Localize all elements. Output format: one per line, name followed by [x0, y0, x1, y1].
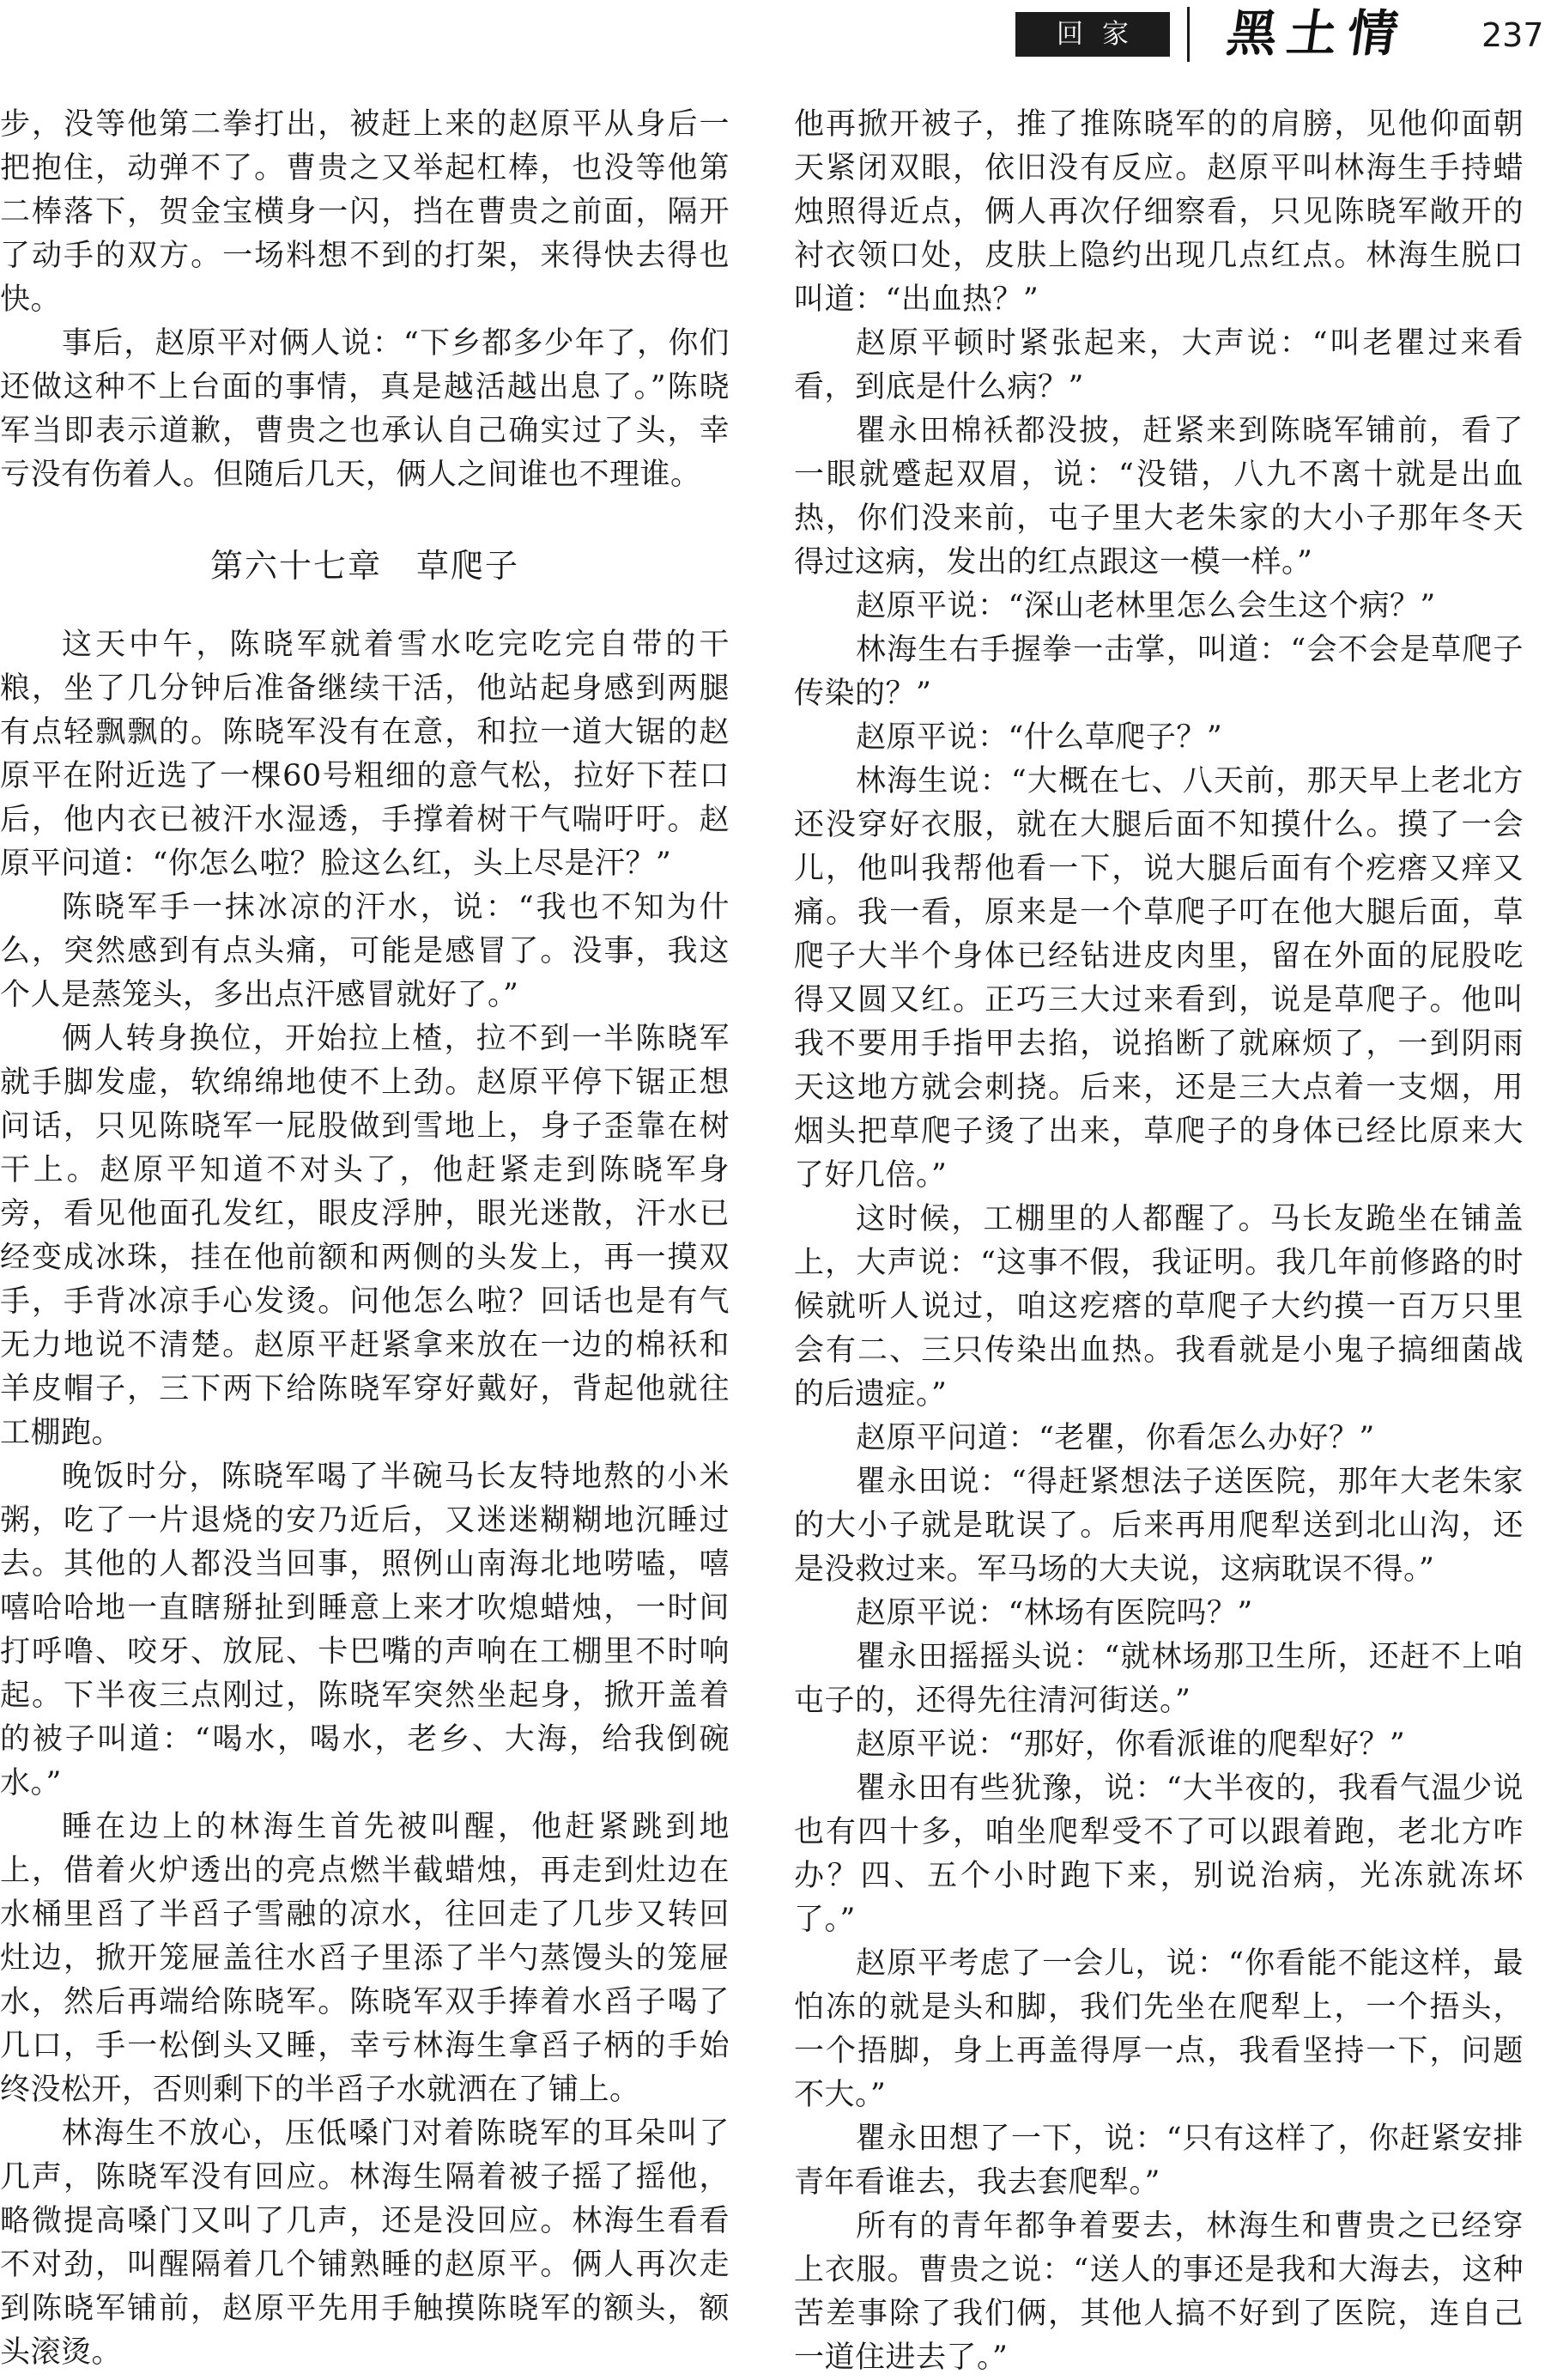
left-column — [0, 103, 730, 2370]
paragraph: 赵原平考虑了一会儿，说：“你看能不能这样，最怕冻的就是头和脚，我们先坐在爬犁上，一个捂头，一个捂脚，身上再盖得厚一点，我看坚持一下，问题不大。” — [794, 1946, 1524, 2112]
paragraph: 林海生说：“大概在七、八天前，那天早上老北方还没穿好衣服，就在大腿后面不知摸什么。摸了一会儿，他叫我帮他看一下，说大腿后面有个疙瘩又痒又痛。我一看，原来是一个草爬子叮在他大腿后面，草爬子大半个身体已经钻进皮肉里，留在外面的屁股吃得又圆又红。正巧三大过来看到，说是草爬子。他叫我不要用手指甲去掐，说掐断了就麻烦了，一到阴雨天这地方就会刺挠。后来，还是三大点着一支烟，用烟头把草爬子烫了出来，草爬子的身体已经比原来大了好几倍。” — [794, 764, 1524, 1193]
paragraph: 赵原平说：“林场有医院吗？” — [856, 1596, 1253, 1630]
paragraph: 赵原平说：“什么草爬子？” — [856, 720, 1223, 755]
paragraph: 他再掀开被子，推了推陈晓军的的肩膀，见他仰面朝天紧闭双眼，依旧没有反应。赵原平叫林海生手持蜡烛照得近点，俩人再次仔细察看，只见陈晓军敞开的衬衣领口处，皮肤上隐约出现几点红点。林海生脱口叫道：“出血热？” — [794, 107, 1524, 317]
paragraph: 所有的青年都争着要去，林海生和曹贵之已经穿上衣服。曹贵之说：“送人的事还是我和大海去，这种苦差事除了我们俩，其他人搞不好到了医院，连自己一道住进去了。” — [794, 2209, 1524, 2375]
paragraph: 赵原平顿时紧张起来，大声说：“叫老瞿过来看看，到底是什么病？” — [794, 326, 1524, 404]
page-number: 237 — [1481, 16, 1544, 54]
paragraph: 瞿永田说：“得赶紧想法子送医院，那年大老朱家的大小子就是耽误了。后来再用爬犁送到北山沟，还是没救过来。军马场的大夫说，这病耽误不得。” — [794, 1465, 1524, 1587]
right-column — [794, 103, 1524, 2375]
paragraph: 林海生右手握拳一击掌，叫道：“会不会是草爬子传染的？” — [794, 633, 1524, 711]
paragraph: 瞿永田摇摇头说：“就林场那卫生所，还赶不上咱屯子的，还得先往清河街送。” — [794, 1640, 1524, 1718]
header-divider — [1187, 7, 1190, 62]
paragraph: 瞿永田棉袄都没披，赶紧来到陈晓军铺前，看了一眼就蹙起双眉，说：“没错，八九不离十就是出血热，你们没来前，屯子里大老朱家的大小子那年冬天得过这病，发出的红点跟这一模一样。” — [794, 414, 1524, 580]
paragraph: 这天中午，陈晓军就着雪水吃完吃完自带的干粮，坐了几分钟后准备继续干活，他站起身感到两腿有点轻飘飘的。陈晓军没有在意，和拉一道大锯的赵原平在附近选了一棵60号粗细的意气松，拉好下茬口后，他内衣已被汗水湿透，手撑着树干气喘吁吁。赵原平问道：“你怎么啦？脸这么红，头上尽是汗？” — [0, 628, 730, 881]
paragraph: 林海生不放心，压低嗓门对着陈晓军的耳朵叫了几声，陈晓军没有回应。林海生隔着被子摇了摇他，略微提高嗓门又叫了几声，还是没回应。林海生看看不对劲，叫醒隔着几个铺熟睡的赵原平。俩人再次走到陈晓军铺前，赵原平先用手触摸陈晓军的额头，额头滚烫。 — [0, 2116, 730, 2370]
paragraph: 事后，赵原平对俩人说：“下乡都多少年了，你们还做这种不上台面的事情，真是越活越出息了。”陈晓军当即表示道歉，曹贵之也承认自己确实过了头，幸亏没有伤着人。但随后几天，俩人之间谁也不理谁。 — [0, 326, 730, 492]
paragraph: 瞿永田有些犹豫，说：“大半夜的，我看气温少说也有四十多，咱坐爬犁受不了可以跟着跑，老北方咋办？四、五个小时跑下来，别说治病，光冻就冻坏了。” — [794, 1771, 1524, 1937]
paragraph: 瞿永田想了一下，说：“只有这样了，你赶紧安排青年看谁去，我去套爬犁。” — [794, 2122, 1524, 2200]
paragraph: 俩人转身换位，开始拉上楂，拉不到一半陈晓军就手脚发虚，软绵绵地使不上劲。赵原平停下锯正想问话，只见陈晓军一屁股做到雪地上，身子歪靠在树干上。赵原平知道不对头了，他赶紧走到陈晓军身旁，看见他面孔发红，眼皮浮肿，眼光迷散，汗水已经变成冰珠，挂在他前额和两侧的头发上，再一摸双手，手背冰凉手心发烫。问他怎么啦？回话也是有气无力地说不清楚。赵原平赶紧拿来放在一边的棉袄和羊皮帽子，三下两下给陈晓军穿好戴好，背起他就往工棚跑。 — [0, 1022, 730, 1450]
chapter-title: 第六十七章 草爬子 — [209, 547, 519, 585]
section-label: 回家 — [1015, 12, 1170, 57]
paragraph: 这时候，工棚里的人都醒了。马长友跪坐在铺盖上，大声说：“这事不假，我证明。我几年前修路的时候就听人说过，咱这疙瘩的草爬子大约摸一百万只里会有二、三只传染出血热。我看就是小鬼子搞细菌战的后遗症。” — [794, 1202, 1524, 1412]
page-header — [0, 0, 1545, 69]
paragraph: 陈晓军手一抹冰凉的汗水，说：“我也不知为什么，突然感到有点头痛，可能是感冒了。没事，我这个人是蒸笼头，多出点汗感冒就好了。” — [0, 890, 730, 1012]
paragraph: 步，没等他第二拳打出，被赶上来的赵原平从身后一把抱住，动弹不了。曹贵之又举起杠棒，也没等他第二棒落下，贺金宝横身一闪，挡在曹贵之前面，隔开了动手的双方。一场料想不到的打架，来得快去得也快。 — [0, 107, 730, 317]
paragraph: 睡在边上的林海生首先被叫醒，他赶紧跳到地上，借着火炉透出的亮点燃半截蜡烛，再走到灶边在水桶里舀了半舀子雪融的凉水，往回走了几步又转回灶边，掀开笼屉盖往水舀子里添了半勺蒸馒头的笼屉水，然后再端给陈晓军。陈晓军双手捧着水舀子喝了几口，手一松倒头又睡，幸亏林海生拿舀子柄的手始终没松开，否则剩下的半舀子水就洒在了铺上。 — [0, 1810, 730, 2107]
paragraph: 赵原平说：“深山老林里怎么会生这个病？” — [856, 589, 1436, 623]
paragraph: 晚饭时分，陈晓军喝了半碗马长友特地熬的小米粥，吃了一片退烧的安乃近后，又迷迷糊糊地沉睡过去。其他的人都没当回事，照例山南海北地唠嗑，嘻嘻哈哈地一直瞎掰扯到睡意上来才吹熄蜡烛，一时间打呼噜、咬牙、放屁、卡巴嘴的声响在工棚里不时响起。下半夜三点刚过，陈晓军突然坐起身，掀开盖着的被子叫道：“喝水，喝水，老乡、大海，给我倒碗水。” — [0, 1460, 730, 1800]
paragraph: 赵原平说：“那好，你看派谁的爬犁好？” — [856, 1727, 1406, 1762]
paragraph: 赵原平问道：“老瞿，你看怎么办好？” — [856, 1421, 1375, 1455]
magazine-logo: 黑土情 — [1223, 4, 1412, 63]
